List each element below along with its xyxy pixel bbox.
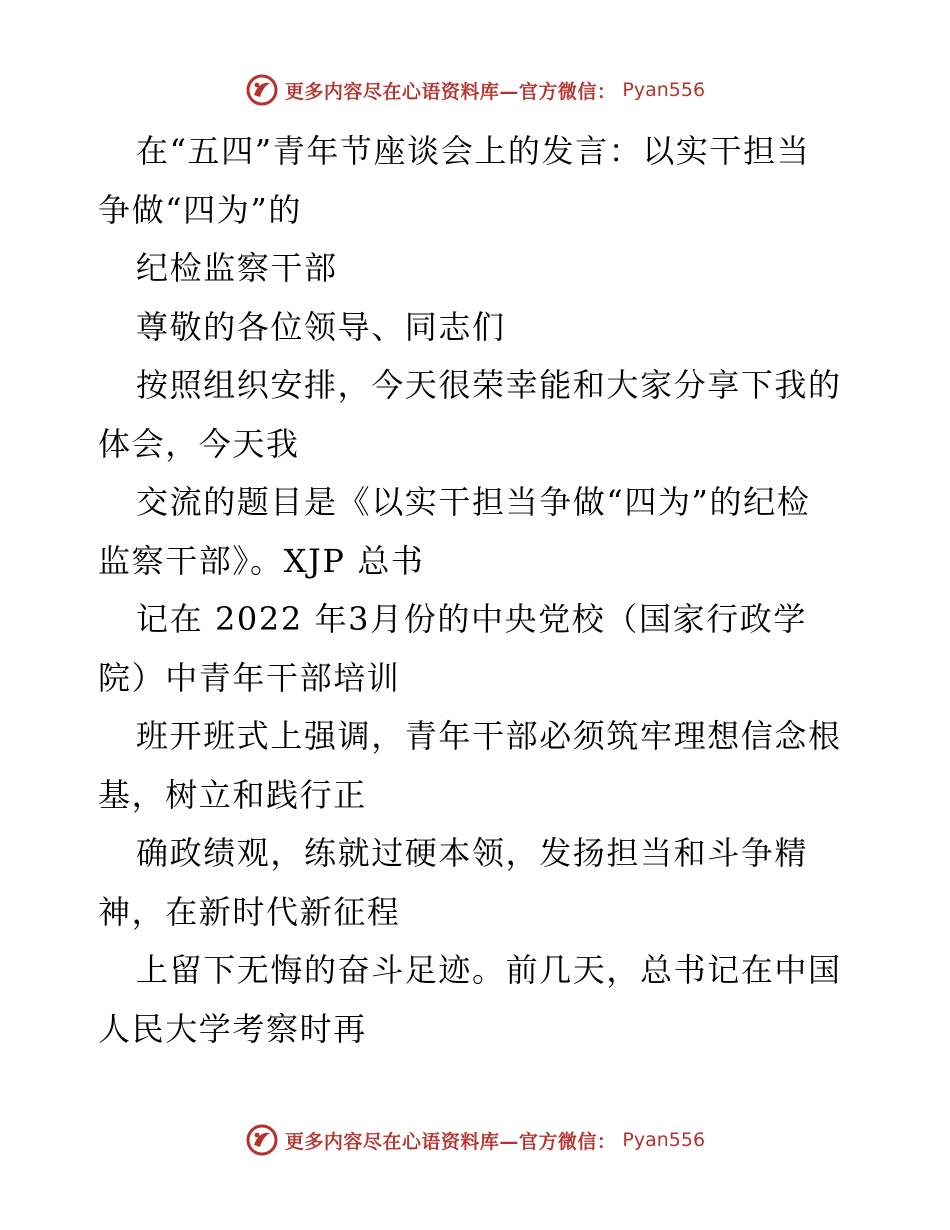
banner-contact: Pyan556 — [622, 1129, 706, 1151]
text-line: 人民大学考察时再 — [98, 1009, 367, 1048]
text-line: 纪检监察干部 — [136, 249, 338, 287]
text-line: 基，树立和践行正 — [98, 775, 367, 814]
document-body — [98, 122, 858, 1058]
text-line: 班开班式上强调，青年干部必须筑牢理想信念根 — [136, 717, 842, 755]
text-line: 交流的题目是《以实干担当争做“四为”的纪检 — [136, 483, 811, 521]
text-line: 上留下无悔的奋斗足迹。前几天，总书记在中国 — [136, 951, 842, 989]
red-seal-logo-icon — [245, 73, 279, 107]
banner-text: 更多内容尽在心语资料库—官方微信： — [284, 1130, 617, 1153]
text-line: 尊敬的各位领导、同志们 — [136, 307, 506, 346]
text-line: 记在 2022 年3月份的中央党校（国家行政学 — [136, 600, 807, 638]
text-line: 体会，今天我 — [98, 424, 300, 463]
text-line: 院）中青年干部培训 — [98, 658, 401, 697]
text-line: 神，在新时代新征程 — [98, 892, 401, 931]
banner-contact: Pyan556 — [622, 79, 706, 101]
footer-banner — [0, 1120, 950, 1160]
text-line: 争做“四为”的 — [98, 190, 302, 229]
text-line: 在“五四”青年节座谈会上的发言：以实干担当 — [136, 132, 811, 170]
text-line: 确政绩观，练就过硬本领，发扬担当和斗争精 — [136, 834, 809, 872]
red-seal-logo-icon — [245, 1123, 279, 1157]
header-banner — [0, 70, 950, 110]
text-line: 监察干部》。XJP 总书 — [98, 541, 425, 580]
banner-text: 更多内容尽在心语资料库—官方微信： — [284, 80, 617, 103]
text-line: 按照组织安排，今天很荣幸能和大家分享下我的 — [136, 366, 842, 404]
